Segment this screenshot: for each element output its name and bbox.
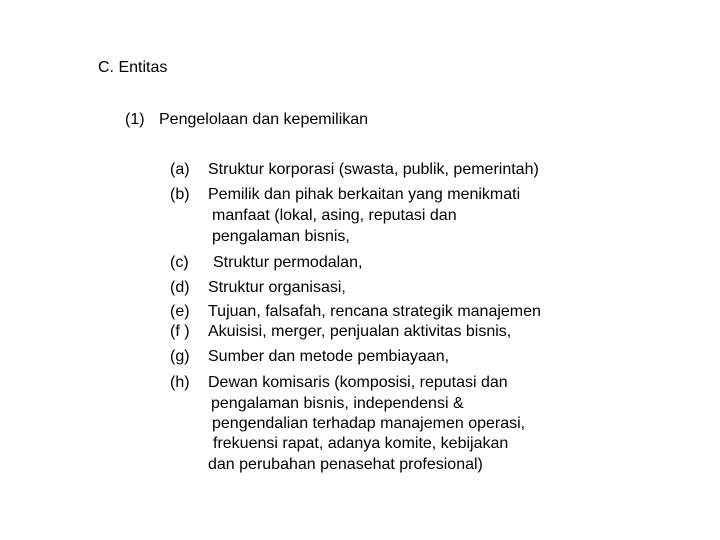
item-text-e: Tujuan, falsafah, rencana strategik manajemen: [208, 303, 541, 320]
item-text-h: Dewan komisaris (komposisi, reputasi dan: [208, 374, 508, 391]
item-text-f: Akuisisi, merger, penjualan aktivitas bisnis,: [208, 323, 512, 340]
item-text-h-cont-4: dan perubahan penasehat profesional): [208, 456, 483, 473]
item-label-a: (a): [170, 161, 190, 178]
subsection-title: Pengelolaan dan kepemilikan: [159, 111, 369, 128]
item-text-b-cont-2: pengalaman bisnis,: [212, 228, 350, 245]
item-label-c: (c): [170, 254, 189, 271]
item-text-b: Pemilik dan pihak berkaitan yang menikmati: [208, 186, 521, 203]
item-text-b-cont-1: manfaat (lokal, asing, reputasi dan: [212, 207, 457, 224]
item-text-h-cont-1: pengalaman bisnis, independensi &: [211, 395, 464, 412]
item-text-a: Struktur korporasi (swasta, publik, pemerintah): [208, 161, 539, 178]
item-text-c: Struktur permodalan,: [213, 254, 363, 271]
item-text-h-cont-3: frekuensi rapat, adanya komite, kebijakan: [213, 435, 509, 452]
item-text-g: Sumber dan metode pembiayaan,: [208, 348, 450, 365]
item-label-f: (f ): [170, 323, 190, 340]
section-heading: C. Entitas: [98, 59, 168, 76]
item-text-h-cont-2: pengendalian terhadap manajemen operasi,: [212, 415, 526, 432]
item-label-b: (b): [170, 186, 190, 203]
item-label-e: (e): [170, 303, 190, 320]
item-text-d: Struktur organisasi,: [208, 279, 346, 296]
item-label-g: (g): [170, 348, 190, 365]
item-label-d: (d): [170, 279, 190, 296]
item-label-h: (h): [170, 374, 190, 391]
subsection-number: (1): [125, 111, 145, 128]
